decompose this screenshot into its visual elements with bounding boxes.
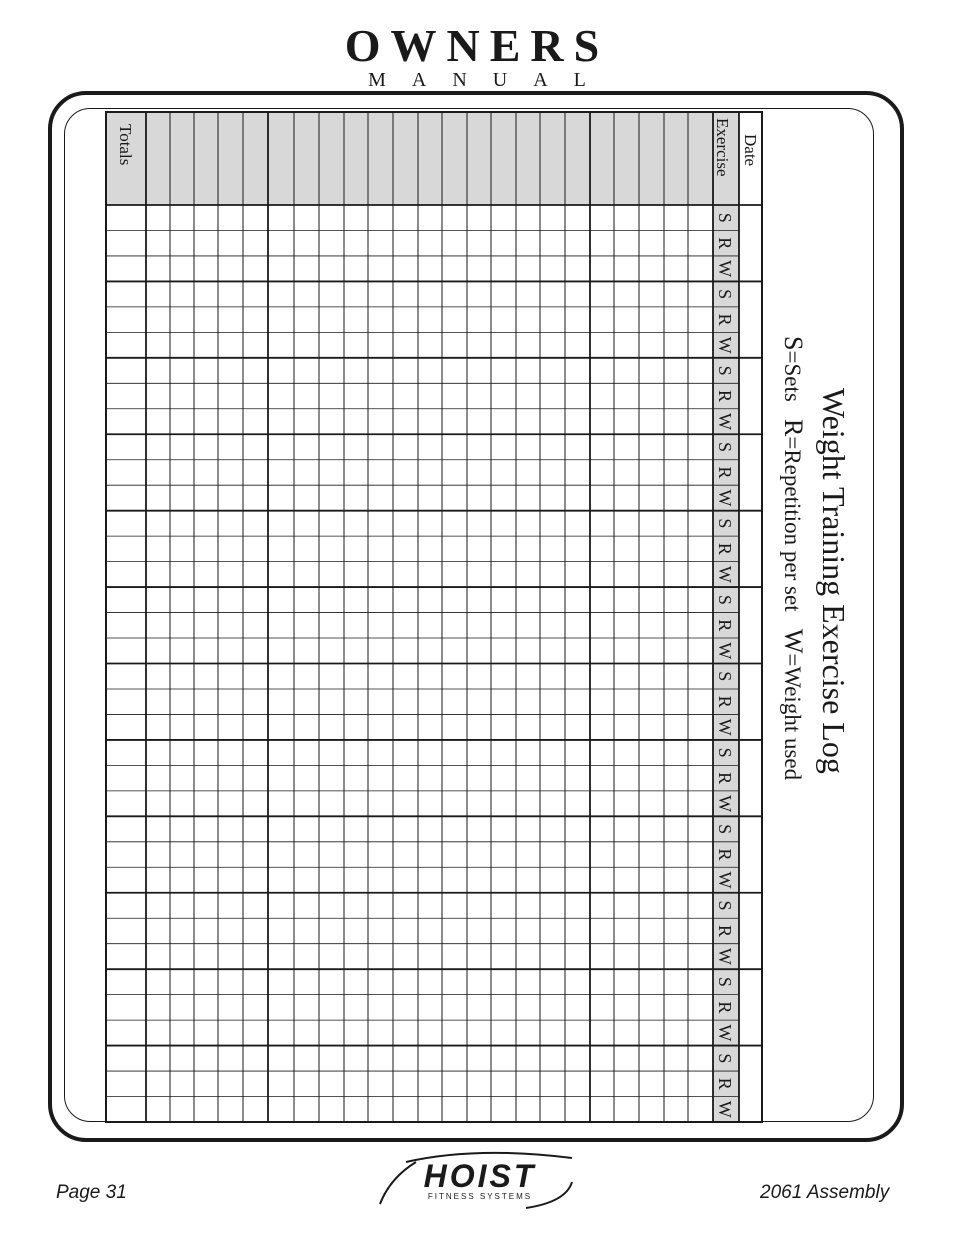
row-code-label: S	[715, 518, 735, 529]
row-code-label: S	[715, 289, 735, 300]
exercise-label: Exercise	[713, 118, 732, 177]
manual-header	[0, 22, 954, 90]
header-shade	[106, 112, 713, 205]
legend-r-text: =Repetition per set	[780, 436, 805, 612]
svg-text:FITNESS SYSTEMS: FITNESS SYSTEMS	[427, 1192, 533, 1201]
row-code-label: R	[715, 237, 735, 250]
row-code-label: W	[715, 413, 735, 431]
row-code-label: S	[715, 594, 735, 605]
row-code-label: S	[715, 441, 735, 452]
log-title: Weight Training Exercise Log	[816, 388, 852, 774]
row-code-label: W	[715, 871, 735, 889]
row-code-label: S	[715, 900, 735, 911]
row-code-label: S	[715, 747, 735, 758]
hoist-logo	[376, 1148, 590, 1212]
owners-title: OWNERS	[344, 20, 610, 71]
row-code-label: R	[715, 848, 735, 861]
document-name: 2061 Assembly	[760, 1182, 890, 1203]
row-code-label: W	[715, 1100, 735, 1118]
row-code-label: R	[715, 619, 735, 632]
row-code-label: W	[715, 718, 735, 736]
row-code-label: W	[715, 642, 735, 660]
row-code-label: W	[715, 1024, 735, 1042]
row-code-label: S	[715, 212, 735, 223]
svg-text:HOIST: HOIST	[423, 1158, 537, 1194]
row-code-label: R	[715, 1077, 735, 1090]
legend-r-letter: R	[779, 419, 808, 437]
row-code-label: R	[715, 924, 735, 937]
row-code-label: R	[715, 390, 735, 403]
row-code-label: R	[715, 466, 735, 479]
row-code-label: S	[715, 671, 735, 682]
totals-label: Totals	[116, 124, 135, 166]
row-code-label: W	[715, 565, 735, 583]
log-legend	[778, 336, 808, 780]
legend-w-text: =Weight used	[780, 653, 805, 781]
row-code-label: S	[715, 976, 735, 987]
row-code-label: W	[715, 947, 735, 965]
row-code-label: R	[715, 695, 735, 708]
row-code-label: W	[715, 260, 735, 278]
row-code-label: R	[715, 772, 735, 785]
legend-w-letter: W	[779, 628, 808, 654]
legend-s-letter: S	[779, 336, 808, 351]
row-code-label: W	[715, 795, 735, 813]
page-number: Page 31	[56, 1182, 127, 1203]
row-code-label: W	[715, 336, 735, 354]
exercise-log-grid	[106, 112, 760, 1122]
row-code-label: R	[715, 1001, 735, 1014]
legend-s-text: =Sets	[780, 350, 805, 402]
row-code-label: W	[715, 489, 735, 507]
row-code-label: S	[715, 824, 735, 835]
row-code-label: R	[715, 542, 735, 555]
row-code-label: S	[715, 1053, 735, 1064]
row-code-label: S	[715, 365, 735, 376]
row-code-label: R	[715, 313, 735, 326]
date-label: Date	[741, 134, 760, 167]
manual-subtitle: MANUAL	[368, 69, 612, 91]
